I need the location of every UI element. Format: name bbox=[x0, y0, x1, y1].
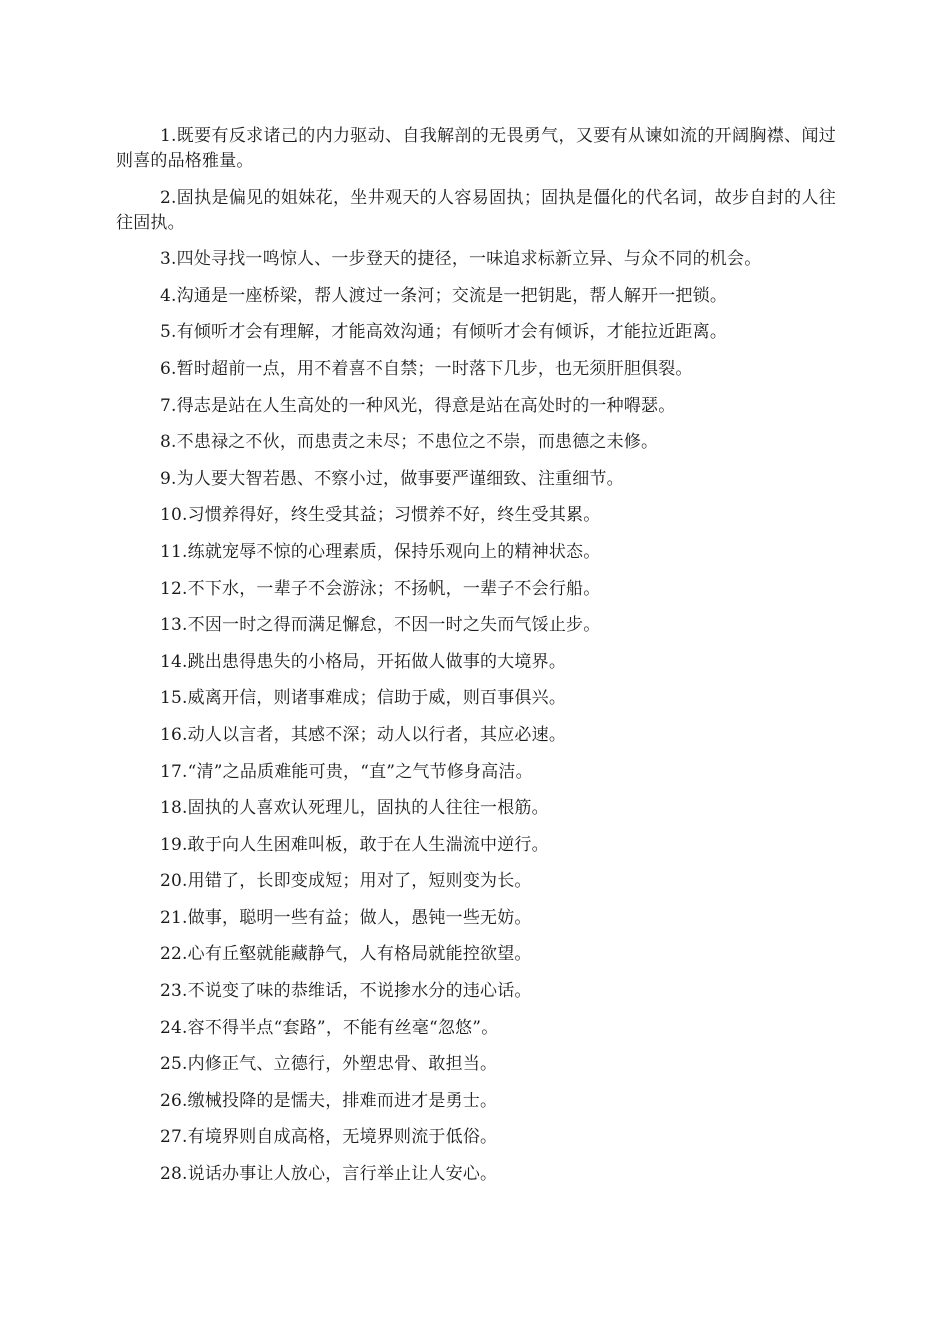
list-item-9: 9.为人要大智若愚、不察小过，做事要严谨细致、注重细节。 bbox=[160, 468, 624, 489]
list-item-14: 14.跳出患得患失的小格局，开拓做人做事的大境界。 bbox=[160, 651, 567, 672]
list-item-1: 1.既要有反求诸己的内力驱动、自我解剖的无畏勇气，又要有从谏如流的开阔胸襟、闻过则喜的品格雅量。 bbox=[116, 126, 836, 171]
list-item-24: 24.容不得半点“套路”，不能有丝毫“忽悠”。 bbox=[160, 1017, 499, 1038]
list-item-19: 19.敢于向人生困难叫板，敢于在人生湍流中逆行。 bbox=[160, 834, 549, 855]
list-item-26: 26.缴械投降的是懦夫，排难而进才是勇士。 bbox=[160, 1090, 498, 1111]
list-item-25: 25.内修正气、立德行，外塑忠骨、敢担当。 bbox=[160, 1054, 498, 1075]
list-item-16: 16.动人以言者，其感不深；动人以行者，其应必速。 bbox=[160, 724, 567, 745]
list-item-7: 7.得志是站在人生高处的一种风光，得意是站在高处时的一种嘚瑟。 bbox=[160, 395, 676, 416]
list-item-28: 28.说话办事让人放心，言行举止让人安心。 bbox=[160, 1164, 498, 1185]
list-item-27: 27.有境界则自成高格，无境界则流于低俗。 bbox=[160, 1127, 498, 1148]
list-item-6: 6.暂时超前一点，用不着喜不自禁；一时落下几步，也无须肝胆俱裂。 bbox=[160, 358, 693, 379]
list-item-11: 11.练就宠辱不惊的心理素质，保持乐观向上的精神状态。 bbox=[160, 541, 601, 562]
list-item-23: 23.不说变了味的恭维话，不说掺水分的违心话。 bbox=[160, 981, 532, 1002]
list-item-20: 20.用错了，长即变成短；用对了，短则变为长。 bbox=[160, 871, 532, 892]
list-item-21: 21.做事，聪明一些有益；做人，愚钝一些无妨。 bbox=[160, 907, 532, 928]
document-body bbox=[116, 124, 836, 1187]
list-item-8: 8.不患禄之不伙，而患责之未尽；不患位之不崇，而患德之未修。 bbox=[160, 432, 659, 453]
list-item-3: 3.四处寻找一鸣惊人、一步登天的捷径，一味追求标新立异、与众不同的机会。 bbox=[160, 249, 762, 270]
list-item-17: 17.“清”之品质难能可贵，“直”之气节修身高洁。 bbox=[160, 761, 533, 782]
list-item-2: 2.固执是偏见的姐妹花，坐井观天的人容易固执；固执是僵化的代名词，故步自封的人往往固执。 bbox=[116, 187, 836, 233]
list-item-4: 4.沟通是一座桥梁，帮人渡过一条河；交流是一把钥匙，帮人解开一把锁。 bbox=[160, 285, 728, 306]
list-item-13: 13.不因一时之得而满足懈怠，不因一时之失而气馁止步。 bbox=[160, 615, 601, 636]
list-item-22: 22.心有丘壑就能藏静气，人有格局就能控欲望。 bbox=[160, 944, 532, 965]
list-item-5: 5.有倾听才会有理解，才能高效沟通；有倾听才会有倾诉，才能拉近距离。 bbox=[160, 322, 728, 343]
list-item-15: 15.威离开信，则诸事难成；信助于威，则百事俱兴。 bbox=[160, 688, 567, 709]
list-item-10: 10.习惯养得好，终生受其益；习惯养不好，终生受其累。 bbox=[160, 505, 601, 526]
list-item-18: 18.固执的人喜欢认死理儿，固执的人往往一根筋。 bbox=[160, 798, 549, 819]
list-item-12: 12.不下水，一辈子不会游泳；不扬帆，一辈子不会行船。 bbox=[160, 578, 601, 599]
